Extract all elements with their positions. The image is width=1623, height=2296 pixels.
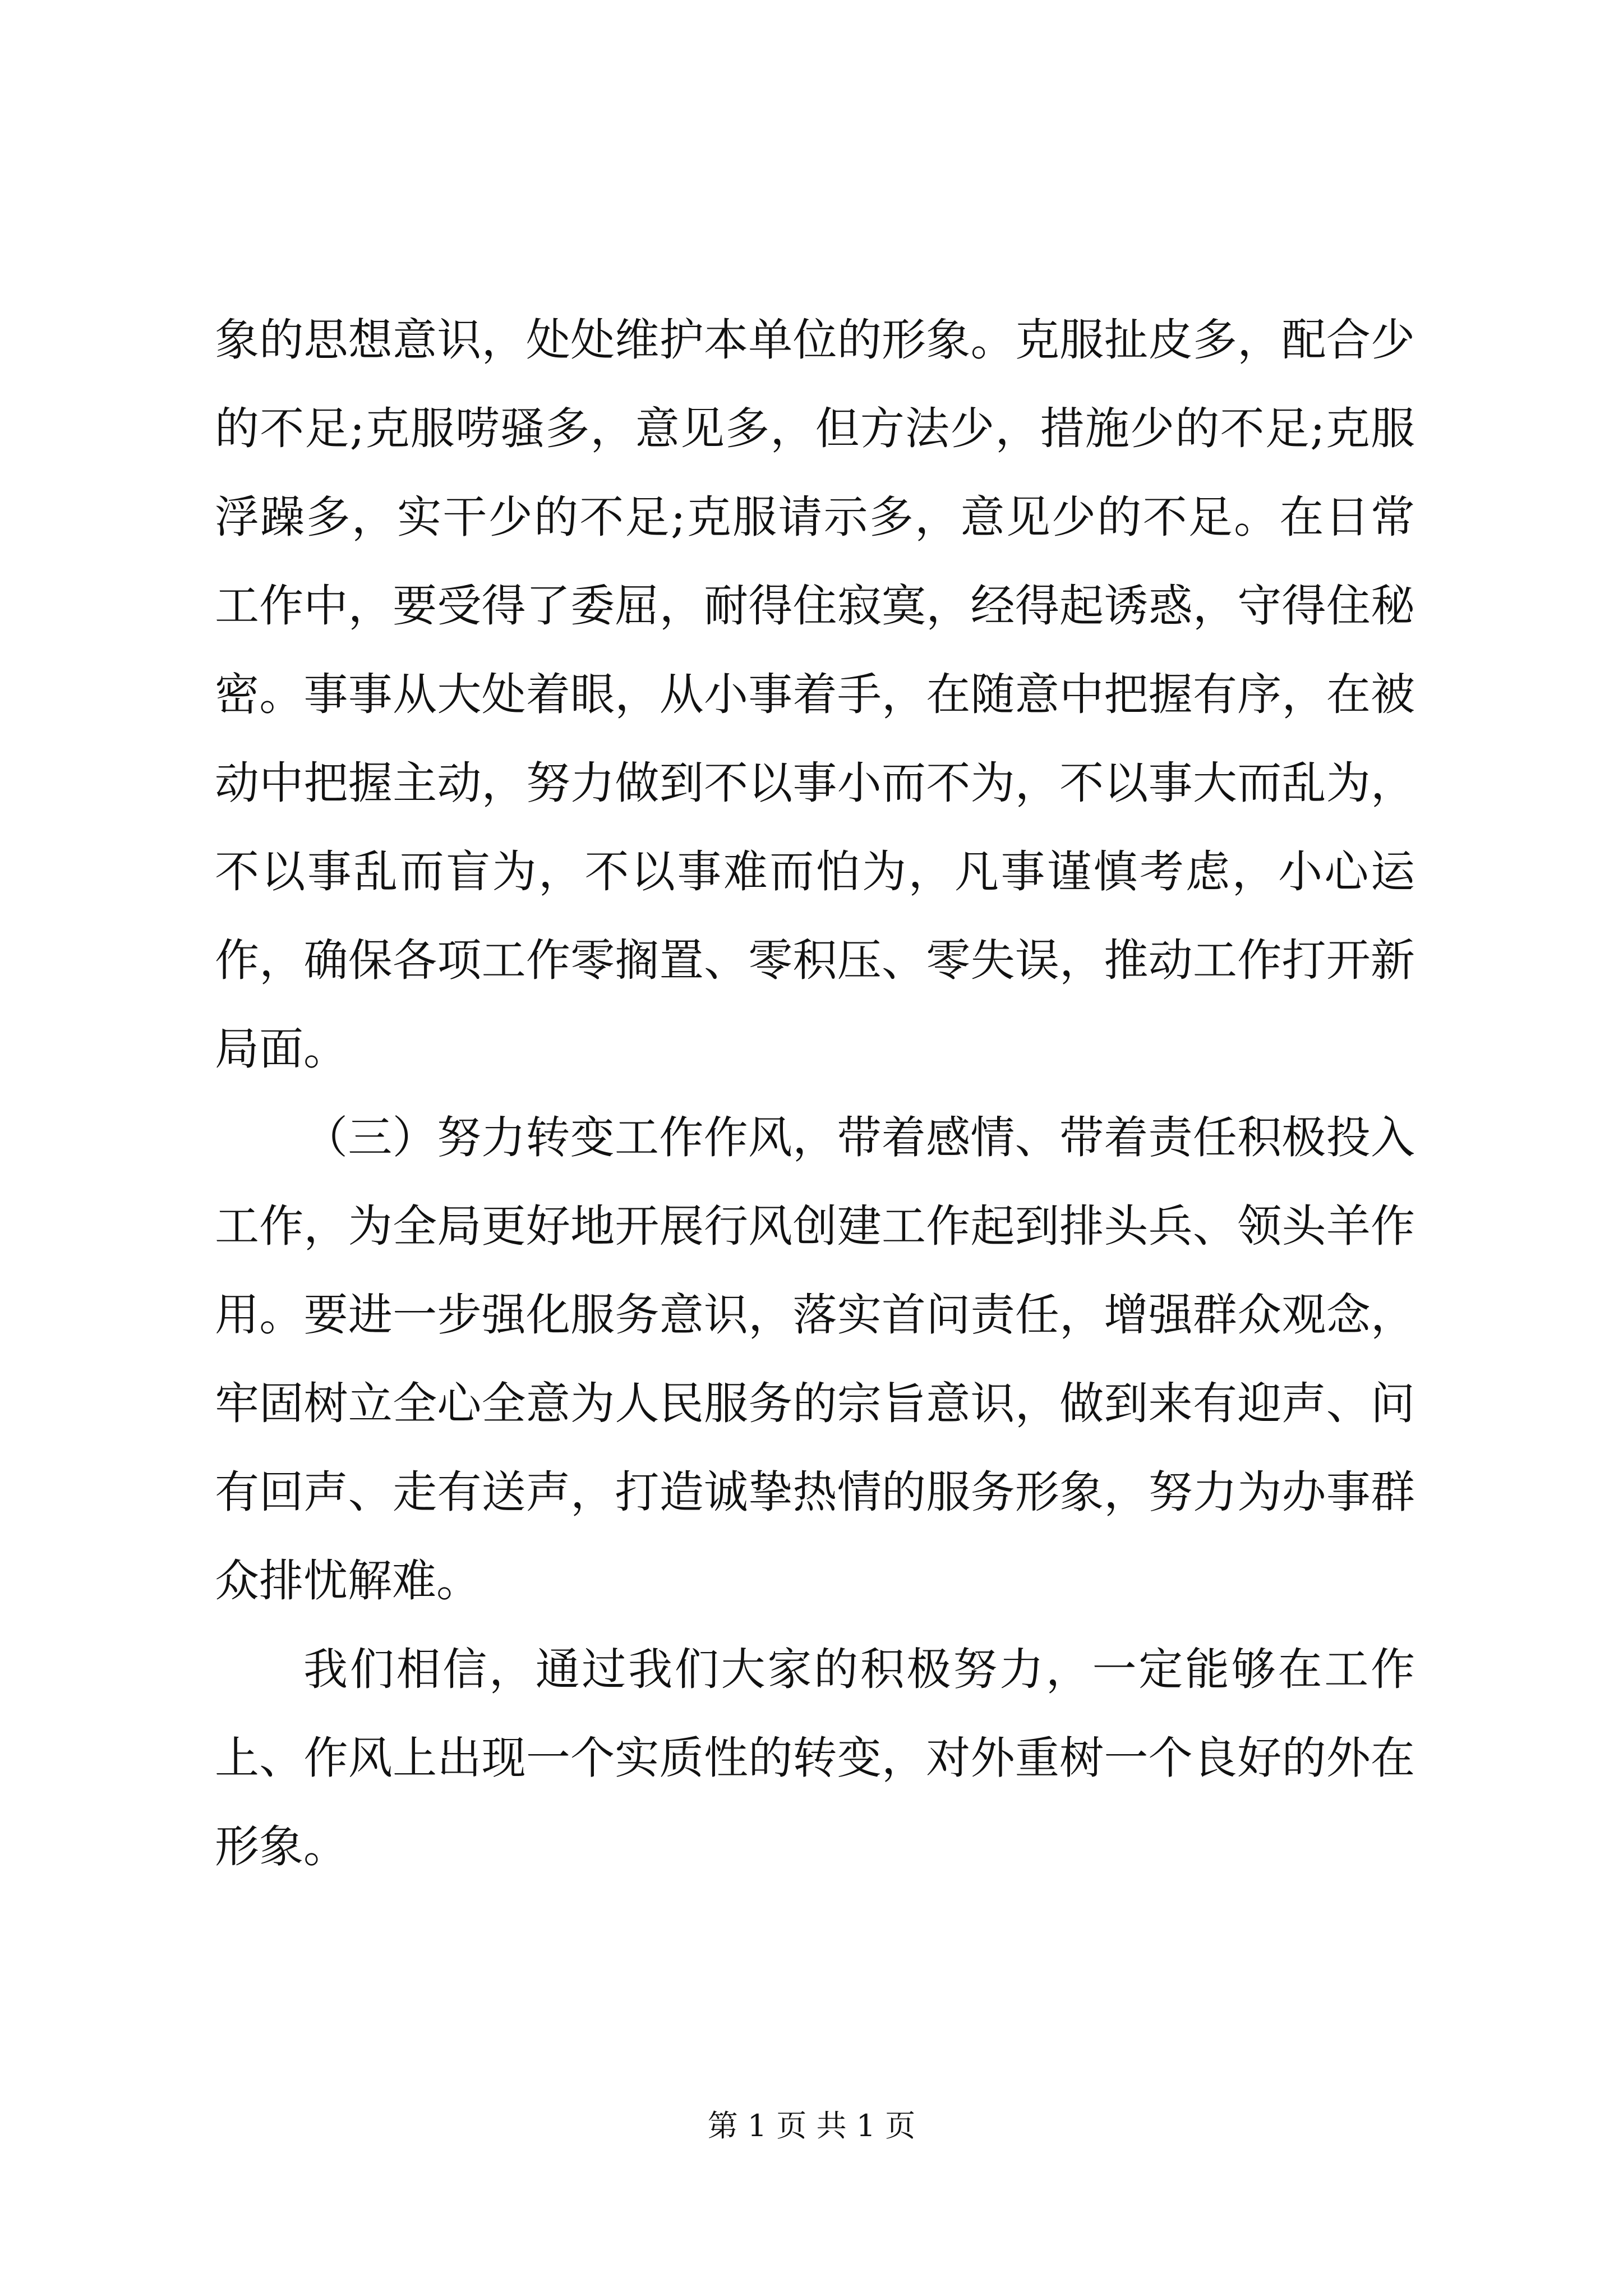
document-body <box>215 296 1415 1891</box>
paragraph-continuation: 象的思想意识，处处维护本单位的形象。克服扯皮多，配合少的不足;克服唠骚多，意见多，但方法少，措施少的不足;克服浮躁多，实干少的不足;克服请示多，意见少的不足。在日常工作中，要受得了委屈，耐得住寂寞，经得起诱惑，守得住秘密。事事从大处着眼，从小事着手，在随意中把握有序，在被动中把握主动，努力做到不以事小而不为，不以事大而乱为，不以事乱而盲为，不以事难而怕为，凡事谨慎考虑，小心运作，确保各项工作零搁置、零积压、零失误，推动工作打开新局面。 <box>215 314 1415 1075</box>
page-footer: 第 1 页 共 1 页 <box>707 2108 916 2143</box>
paragraph-conclusion: 我们相信，通过我们大家的积极努力，一定能够在工作上、作风上出现一个实质性的转变，对外重树一个良好的外在形象。 <box>215 1644 1415 1872</box>
paragraph-section-three: （三）努力转变工作作风，带着感情、带着责任积极投入工作，为全局更好地开展行风创建工作起到排头兵、领头羊作用。要进一步强化服务意识，落实首问责任，增强群众观念，牢固树立全心全意为人民服务的宗旨意识，做到来有迎声、问有回声、走有送声，打造诚挚热情的服务形象，努力为办事群众排忧解难。 <box>215 1112 1415 1607</box>
